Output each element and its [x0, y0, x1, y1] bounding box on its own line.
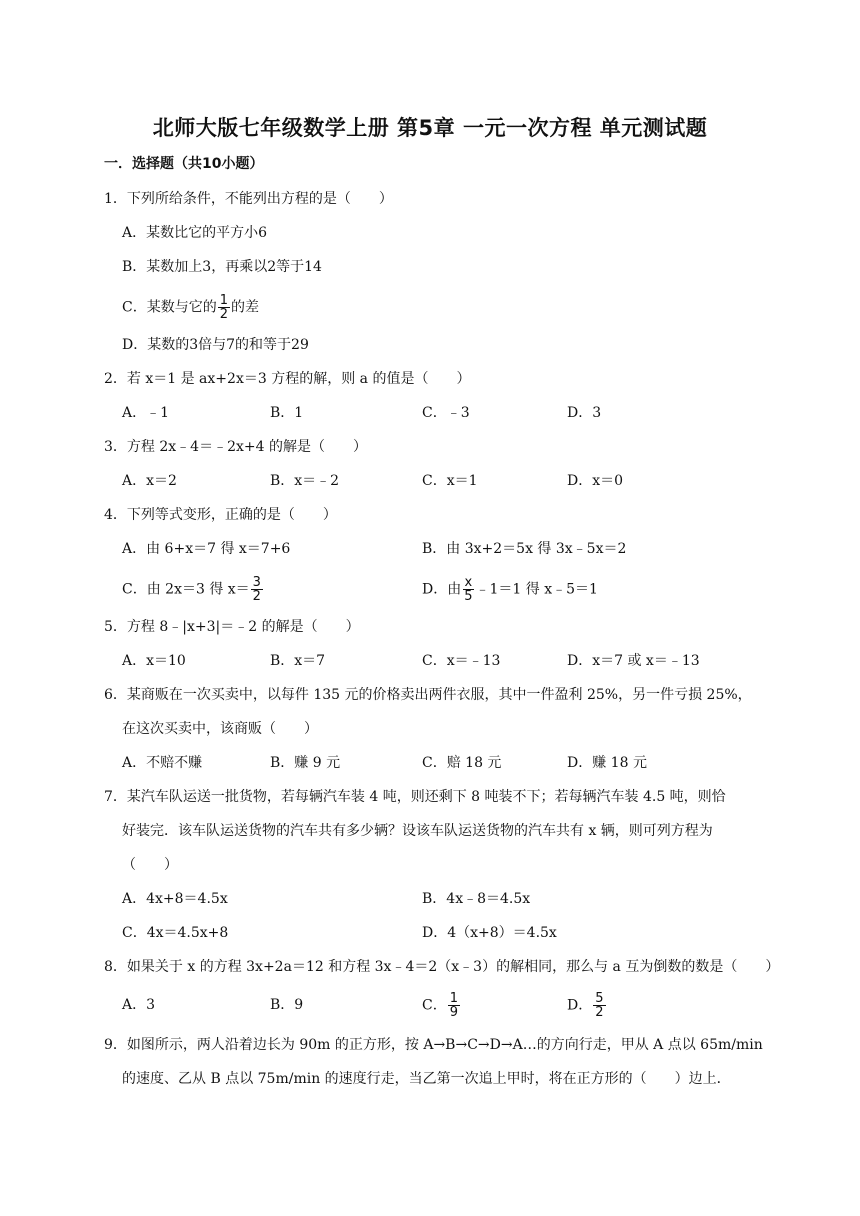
option-text: C．某数与它的 [122, 299, 217, 316]
question-2-option-b: B．1 [270, 405, 304, 421]
option-text: D．由 [422, 581, 462, 598]
denominator: 9 [449, 1005, 458, 1020]
question-5-option-d: D．x＝7 或 x＝﹣13 [567, 653, 700, 669]
fraction [462, 576, 474, 603]
question-3-option-c: C．x＝1 [422, 473, 478, 489]
question-1-option-a: A．某数比它的平方小6 [122, 225, 268, 241]
question-7-stem-line-3: （ ） [122, 857, 178, 873]
question-7-option-b: B．4x﹣8＝4.5x [422, 891, 531, 907]
question-5-option-c: C．x＝﹣13 [422, 653, 501, 669]
option-text: ﹣1＝1 得 x﹣5＝1 [475, 581, 598, 598]
question-6-option-a: A．不赔不赚 [122, 755, 203, 771]
question-6-option-d: D．赚 18 元 [567, 755, 647, 771]
question-3-option-d: D．x＝0 [567, 473, 624, 489]
question-7-stem-line-2: 好装完．该车队运送货物的汽车共有多少辆？设该车队运送货物的汽车共有 x 辆，则可列方程为 [122, 823, 713, 839]
numerator: 1 [449, 991, 458, 1006]
question-4-stem: 4．下列等式变形，正确的是（ ） [104, 507, 337, 523]
question-6-option-b: B．赚 9 元 [270, 755, 341, 771]
question-7-option-d: D．4（x+8）＝4.5x [422, 925, 557, 941]
option-text: C． [422, 997, 447, 1014]
numerator: 1 [219, 293, 228, 308]
question-2-option-d: D．3 [567, 405, 602, 421]
question-1-option-d: D．某数的3倍与7的和等于29 [122, 337, 309, 353]
question-4-option-d [422, 576, 598, 603]
question-2-stem: 2．若 x＝1 是 ax+2x＝3 方程的解，则 a 的值是（ ） [104, 371, 471, 387]
question-6-stem-line-1: 6．某商贩在一次买卖中，以每件 135 元的价格卖出两件衣服，其中一件盈利 25%，另一件亏损 25%， [104, 687, 752, 703]
question-9-stem-line-1: 9．如图所示，两人沿着边长为 90m 的正方形，按 A→B→C→D→A…的方向行走，甲从 A 点以 65m/min [104, 1037, 763, 1053]
question-4-option-a: A．由 6+x＝7 得 x＝7+6 [122, 541, 291, 557]
question-8-option-a: A．3 [122, 997, 156, 1013]
fraction [218, 294, 230, 321]
fraction [448, 992, 460, 1019]
question-8-option-b: B．9 [270, 997, 304, 1013]
question-1-option-c [122, 294, 259, 321]
question-8-option-d [567, 992, 607, 1019]
option-text: C．由 2x＝3 得 x＝ [122, 581, 250, 598]
numerator: 3 [252, 575, 261, 590]
question-3-option-b: B．x＝﹣2 [270, 473, 340, 489]
question-7-option-c: C．4x＝4.5x+8 [122, 925, 229, 941]
denominator: 5 [464, 589, 473, 604]
question-1-stem: 1．下列所给条件，不能列出方程的是（ ） [104, 191, 393, 207]
question-1-option-b: B．某数加上3，再乘以2等于14 [122, 259, 322, 275]
question-8-option-c [422, 992, 461, 1019]
denominator: 2 [595, 1005, 604, 1020]
question-5-stem: 5．方程 8﹣|x+3|＝﹣2 的解是（ ） [104, 619, 360, 635]
numerator: 5 [595, 991, 604, 1006]
option-text: D． [567, 997, 593, 1014]
question-4-option-b: B．由 3x+2＝5x 得 3x﹣5x＝2 [422, 541, 627, 557]
question-4-option-c [122, 576, 264, 603]
question-7-stem-line-1: 7．某汽车队运送一批货物，若每辆汽车装 4 吨，则还剩下 8 吨装不下；若每辆汽车装 4.5 吨，则恰 [104, 789, 726, 805]
question-6-option-c: C．赔 18 元 [422, 755, 502, 771]
question-3-option-a: A．x＝2 [122, 473, 177, 489]
fraction [251, 576, 263, 603]
fraction [593, 992, 605, 1019]
question-5-option-a: A．x＝10 [122, 653, 186, 669]
question-6-stem-line-2: 在这次买卖中，该商贩（ ） [122, 721, 318, 737]
option-text: 的差 [231, 299, 259, 316]
question-5-option-b: B．x＝7 [270, 653, 326, 669]
question-2-option-c: C．﹣3 [422, 405, 470, 421]
question-3-stem: 3．方程 2x﹣4＝﹣2x+4 的解是（ ） [104, 439, 367, 455]
page-title: 北师大版七年级数学上册 第5章 一元一次方程 单元测试题 [152, 116, 708, 140]
question-8-stem: 8．如果关于 x 的方程 3x+2a＝12 和方程 3x﹣4＝2（x﹣3）的解相同，那么与 a 互为倒数的数是（ ） [104, 959, 780, 975]
section-heading: 一．选择题（共10小题） [104, 156, 264, 172]
denominator: 2 [252, 589, 261, 604]
numerator: x [464, 575, 473, 590]
question-7-option-a: A．4x+8＝4.5x [122, 891, 228, 907]
question-2-option-a: A．﹣1 [122, 405, 170, 421]
denominator: 2 [219, 307, 228, 322]
question-9-stem-line-2: 的速度、乙从 B 点以 75m/min 的速度行走，当乙第一次追上甲时，将在正方形的（ ）边上． [122, 1071, 731, 1087]
